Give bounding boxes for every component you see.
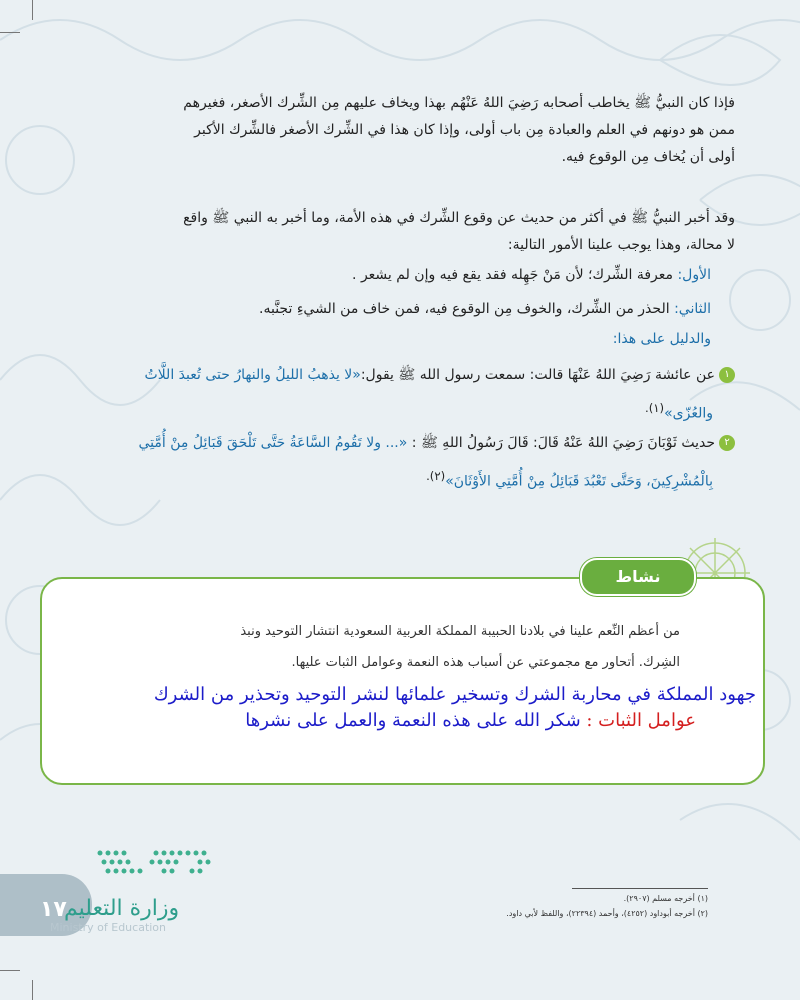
hadith-2 (70, 430, 735, 457)
hadith-1-cont (70, 395, 735, 428)
paragraph-line: لا محالة، وهذا يوجب علينا الأمور التالية: (507, 237, 735, 253)
paragraph-line: فإذا كان النبيُّ ﷺ يخاطب أصحابه رَضِيَ اللهُ عَنْهُم بهذا ويخاف عليهم مِن الشِّرك الأصغر، فغيرهم (183, 95, 735, 111)
hadith-quote: «لا يذهبُ الليلُ والنهارُ حتى تُعبدَ اللَّاتُ (144, 367, 361, 383)
ministry-name-arabic: وزارة التعليم (64, 896, 180, 921)
activity-tab: نشاط (580, 558, 696, 596)
point-text: معرفة الشِّرك؛ لأن مَنْ جَهِله فقد يقع فيه وإن لم يشعر . (352, 267, 678, 283)
hadith-1 (70, 362, 735, 389)
activity-prompt-line: من أعظم النِّعم علينا في بلادنا الحبيبة المملكة العربية السعودية انتشار التوحيد ونبذ (240, 624, 680, 639)
paragraph-line: وقد أخبر النبيُّ ﷺ في أكثر من حديث عن وقوع الشِّرك في هذه الأمة، وما أخبر به النبي ﷺ واقع (183, 210, 735, 226)
crop-mark (0, 32, 20, 33)
number-badge: ١ (719, 367, 735, 383)
number-badge: ٢ (719, 435, 735, 451)
point-label: الثاني: (674, 301, 711, 317)
activity-prompt-line: الشِرك. أتحاور مع مجموعتي عن أسباب هذه النعمة وعوامل الثبات عليها. (291, 655, 680, 670)
footnote: (٢) أخرجه أبوداود (٤٢٥٢)، وأحمد (٢٢٣٩٤)، واللفظ لأبي داود. (506, 909, 708, 918)
footnote-divider (572, 888, 708, 889)
ministry-name-english: Ministry of Education (50, 921, 167, 934)
hadith-intro: عن عائشة رَضِيَ اللهُ عَنْهَا قالت: سمعت رسول الله ﷺ يقول: (360, 367, 715, 383)
paragraph-consequences (70, 205, 735, 259)
handwritten-answer: جهود المملكة في محاربة الشرك وتسخير علمائها لنشر التوحيد وتحذير من الشرك (153, 684, 756, 705)
crop-mark (32, 980, 33, 1000)
hadith-intro: حديث ثَوْبَانَ رَضِيَ اللهُ عَنْهُ قَالَ: قَالَ رَسُولُ اللهِ ﷺ : (407, 435, 715, 451)
page-number: ١٧ (40, 897, 67, 922)
handwritten-label: عوامل الثبات : (586, 710, 696, 731)
paragraph-intro (70, 90, 735, 171)
hadith-quote: «... ولا تَقُومُ السَّاعَةُ حَتَّى تَلْحَقَ قَبَائِلُ مِنْ أُمَّتِي (138, 435, 408, 451)
paragraph-line: ممن هو دونهم في العلم والعبادة مِن باب أولى، وإذا كان هذا في الشِّرك الأصغر فالشِّرك الأكبر (194, 122, 735, 138)
crop-mark (32, 0, 33, 20)
hadith-quote: والعُزّى» (664, 405, 713, 422)
hadith-quote: بِالْمُشْرِكِينَ، وَحَتَّى تَعْبُدَ قَبَائِلُ مِنْ أُمَّتِي الأَوْثَانَ» (445, 473, 713, 490)
handwritten-answer (46, 710, 696, 731)
hadith-2-cont (70, 463, 735, 496)
point-second (70, 296, 735, 323)
footnote-ref: (٢). (426, 469, 446, 483)
evidence-heading: والدليل على هذا: (612, 331, 711, 347)
activity-box (40, 577, 765, 785)
handwritten-text: شكر الله على هذه النعمة والعمل على نشرها (245, 710, 587, 731)
point-first (70, 262, 735, 289)
footnote: (١) أخرجه مسلم (٢٩٠٧). (623, 894, 708, 903)
point-label: الأول: (677, 267, 711, 283)
ministry-logo-icon (94, 845, 214, 881)
paragraph-line: أولى أن يُخاف مِن الوقوع فيه. (561, 149, 735, 165)
crop-mark (0, 970, 20, 971)
footnote-ref: (١). (644, 401, 665, 415)
point-text: الحذر من الشِّرك، والخوف مِن الوقوع فيه، فمن خاف من الشيءِ تجنَّبه. (259, 301, 675, 317)
